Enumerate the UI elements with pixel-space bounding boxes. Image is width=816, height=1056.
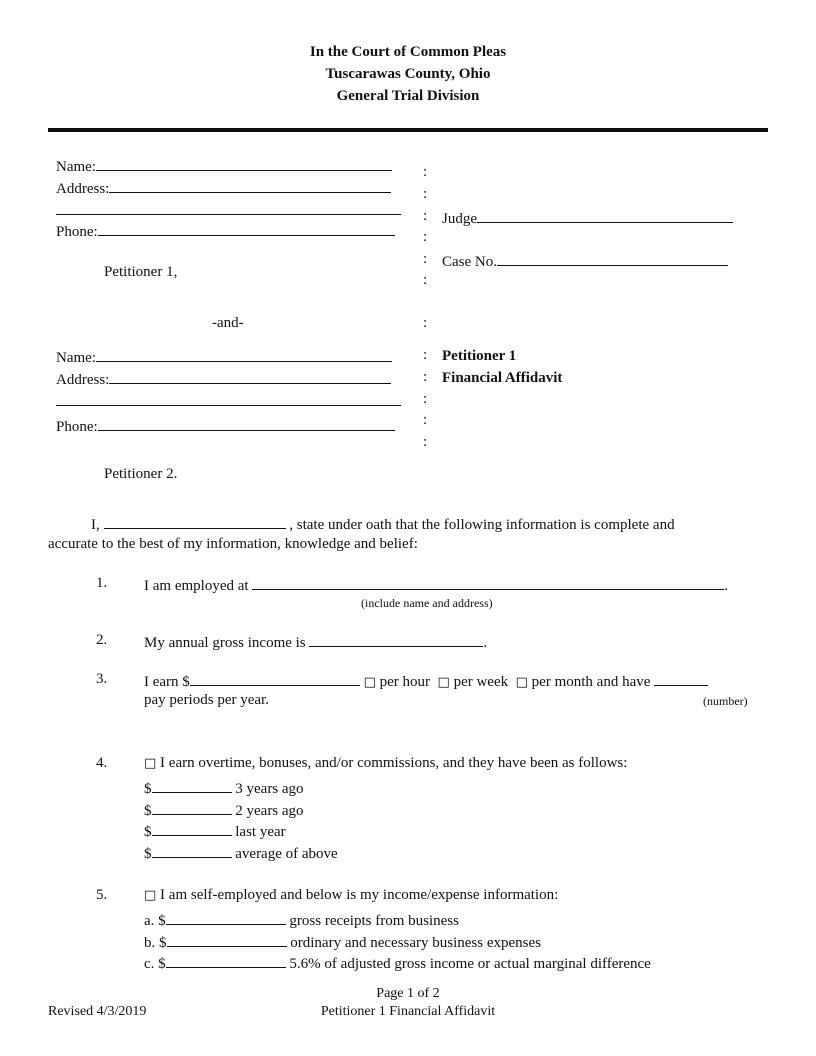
- and-label: -and-: [212, 315, 244, 331]
- per-week-checkbox[interactable]: □: [437, 675, 450, 690]
- page-number: Page 1 of 2: [376, 986, 440, 1001]
- petitioner2-label: Petitioner 2.: [104, 466, 178, 482]
- caption-colon: :: [423, 208, 428, 224]
- per-hour-checkbox[interactable]: □: [363, 675, 376, 690]
- affiant-name-field[interactable]: [104, 514, 286, 529]
- item-number: 3.: [96, 671, 108, 687]
- item-number: 5.: [96, 887, 108, 903]
- item-number: 4.: [96, 755, 108, 771]
- overtime-average-field[interactable]: $ average of above: [144, 843, 338, 863]
- caption-colon: :: [423, 251, 428, 267]
- overtime-checkbox[interactable]: □: [144, 756, 157, 771]
- revised-date: Revised 4/3/2019: [48, 1004, 147, 1019]
- item-number: 2.: [96, 632, 108, 648]
- p2-address-line2[interactable]: [56, 391, 401, 411]
- caption-colon: :: [423, 186, 428, 202]
- footer-doc-title: Petitioner 1 Financial Affidavit: [320, 1004, 496, 1019]
- p1-name-field[interactable]: Name:: [56, 156, 392, 176]
- court-name: In the Court of Common Pleas: [309, 44, 507, 60]
- p2-name-field[interactable]: Name:: [56, 347, 392, 367]
- p2-phone-field[interactable]: Phone:: [56, 416, 395, 436]
- adjusted-income-field[interactable]: c. $ 5.6% of adjusted gross income or actual marginal difference: [144, 953, 651, 973]
- self-employed-row: □ I am self-employed and below is my income/expense information:: [144, 887, 559, 903]
- case-number-field[interactable]: Case No.: [442, 251, 728, 271]
- affidavit-title-1: Petitioner 1: [442, 348, 517, 364]
- caption-colon: :: [423, 391, 428, 407]
- county-name: Tuscarawas County, Ohio: [325, 66, 491, 82]
- overtime-last-year-field[interactable]: $ last year: [144, 821, 286, 841]
- item-number: 1.: [96, 575, 108, 591]
- p1-phone-field[interactable]: Phone:: [56, 221, 395, 241]
- overtime-2yr-field[interactable]: $ 2 years ago: [144, 800, 304, 820]
- intro-line1: I, , state under oath that the following information is complete and: [91, 514, 675, 534]
- intro-line2: accurate to the best of my information, knowledge and belief:: [48, 536, 418, 552]
- header-rule: [48, 128, 768, 132]
- caption-colon: :: [423, 164, 428, 180]
- caption-colon: :: [423, 347, 428, 363]
- employer-note: (include name and address): [361, 596, 493, 610]
- division-name: General Trial Division: [336, 88, 480, 104]
- overtime-row: □ I earn overtime, bonuses, and/or commissions, and they have been as follows:: [144, 755, 628, 771]
- p1-address-line2[interactable]: [56, 200, 401, 220]
- annual-income-field[interactable]: My annual gross income is .: [144, 632, 487, 652]
- pay-periods-label: pay periods per year.: [144, 692, 269, 708]
- business-expenses-field[interactable]: b. $ ordinary and necessary business expenses: [144, 932, 541, 952]
- earnings-line: I earn $ □ per hour □ per week □ per month and have: [144, 671, 708, 691]
- caption-colon: :: [423, 272, 428, 288]
- pay-periods-note: (number): [703, 694, 748, 708]
- self-employed-checkbox[interactable]: □: [144, 888, 157, 903]
- earnings-amount-field[interactable]: [190, 671, 360, 686]
- gross-receipts-field[interactable]: a. $ gross receipts from business: [144, 910, 459, 930]
- overtime-3yr-field[interactable]: $ 3 years ago: [144, 778, 304, 798]
- employer-field[interactable]: I am employed at .: [144, 575, 728, 595]
- judge-field[interactable]: Judge: [442, 208, 733, 228]
- per-month-checkbox[interactable]: □: [515, 675, 528, 690]
- affidavit-title-2: Financial Affidavit: [442, 370, 563, 386]
- caption-colon: :: [423, 315, 428, 331]
- caption-colon: :: [423, 412, 428, 428]
- p2-address-field[interactable]: Address:: [56, 369, 391, 389]
- p1-address-field[interactable]: Address:: [56, 178, 391, 198]
- caption-colon: :: [423, 434, 428, 450]
- caption-colon: :: [423, 229, 428, 245]
- pay-periods-field[interactable]: [654, 671, 708, 686]
- caption-colon: :: [423, 369, 428, 385]
- petitioner1-label: Petitioner 1,: [104, 264, 178, 280]
